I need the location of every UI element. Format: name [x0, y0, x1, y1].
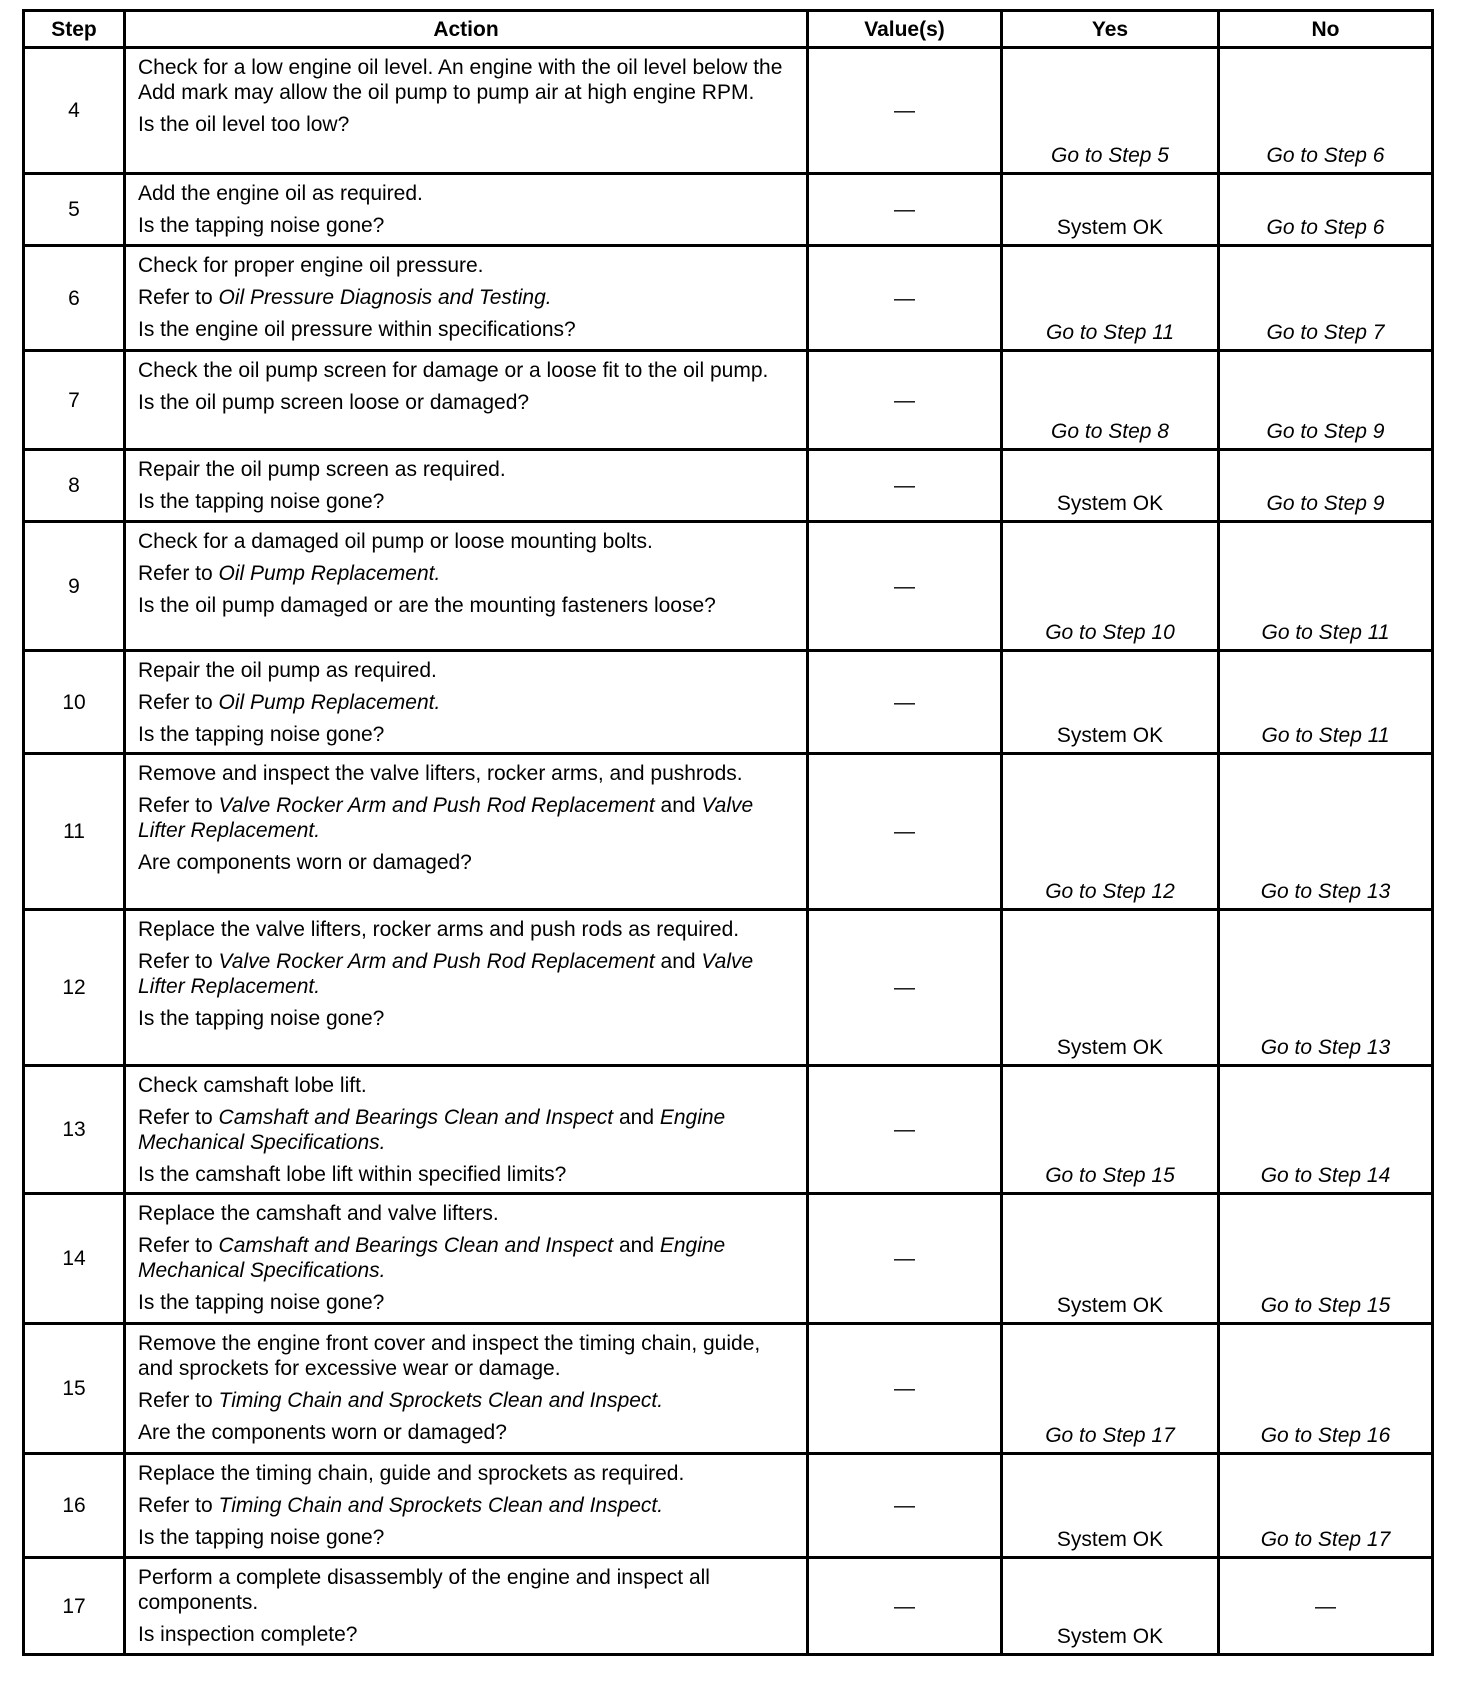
reference-link-text: Oil Pump Replacement.	[218, 562, 441, 585]
table-row	[24, 246, 1433, 351]
table-row	[24, 522, 1433, 651]
action-cell	[125, 246, 808, 351]
action-text: Is the tapping noise gone?	[138, 723, 385, 746]
step-number: 16	[24, 1454, 125, 1558]
action-paragraph	[138, 1162, 798, 1187]
header-no: No	[1219, 11, 1433, 48]
action-cell	[125, 1558, 808, 1655]
action-text: Is the tapping noise gone?	[138, 1291, 385, 1314]
value-cell: —	[808, 246, 1002, 351]
action-paragraph	[138, 722, 798, 747]
action-text: Refer to	[138, 1234, 219, 1257]
no-result: Go to Step 6	[1219, 48, 1433, 174]
diagnostic-table	[22, 9, 1434, 1656]
action-paragraph	[138, 761, 798, 786]
no-result: Go to Step 9	[1219, 351, 1433, 450]
action-paragraph	[138, 1493, 798, 1518]
action-text: Check camshaft lobe lift.	[138, 1074, 367, 1097]
step-number: 15	[24, 1324, 125, 1454]
action-text: Refer to	[138, 1389, 219, 1412]
action-text: Are components worn or damaged?	[138, 851, 472, 874]
step-number: 5	[24, 174, 125, 246]
action-paragraph	[138, 658, 798, 683]
reference-link-text: Timing Chain and Sprockets Clean and Inspect.	[218, 1494, 664, 1517]
action-text: Refer to	[138, 1494, 219, 1517]
action-paragraph	[138, 1622, 798, 1647]
action-text: Is the tapping noise gone?	[138, 490, 385, 513]
action-paragraph	[138, 1331, 798, 1381]
action-cell	[125, 651, 808, 754]
reference-link-text: Oil Pump Replacement.	[218, 691, 441, 714]
table-row	[24, 1066, 1433, 1194]
header-action: Action	[125, 11, 808, 48]
value-cell: —	[808, 1066, 1002, 1194]
action-paragraph	[138, 317, 798, 342]
action-paragraph	[138, 213, 798, 238]
action-text: Refer to	[138, 691, 219, 714]
reference-link-text: Oil Pressure Diagnosis and Testing.	[218, 286, 552, 309]
action-paragraph	[138, 181, 798, 206]
action-paragraph	[138, 917, 798, 942]
no-result: Go to Step 17	[1219, 1454, 1433, 1558]
no-result: Go to Step 16	[1219, 1324, 1433, 1454]
action-paragraph	[138, 1233, 798, 1283]
action-text: and	[654, 794, 702, 817]
action-text: Repair the oil pump screen as required.	[138, 458, 506, 481]
action-paragraph	[138, 489, 798, 514]
action-cell	[125, 1066, 808, 1194]
action-text: Repair the oil pump as required.	[138, 659, 437, 682]
action-text: Check for a damaged oil pump or loose mounting bolts.	[138, 530, 653, 553]
no-result: —	[1219, 1558, 1433, 1655]
no-result: Go to Step 14	[1219, 1066, 1433, 1194]
action-cell	[125, 522, 808, 651]
value-cell: —	[808, 48, 1002, 174]
no-result: Go to Step 13	[1219, 910, 1433, 1066]
table-row	[24, 910, 1433, 1066]
reference-link-text: Engine Mechanical Specifications.	[138, 1234, 726, 1282]
table-body	[24, 48, 1433, 1655]
action-text: Is the oil pump screen loose or damaged?	[138, 391, 530, 414]
action-paragraph	[138, 1105, 798, 1155]
yes-result: System OK	[1002, 910, 1219, 1066]
table-row	[24, 1454, 1433, 1558]
action-text: Check the oil pump screen for damage or a loose fit to the oil pump.	[138, 359, 769, 382]
step-number: 4	[24, 48, 125, 174]
action-paragraph	[138, 457, 798, 482]
reference-link-text: Valve Rocker Arm and Push Rod Replacement	[218, 950, 655, 973]
step-number: 7	[24, 351, 125, 450]
action-paragraph	[138, 253, 798, 278]
action-paragraph	[138, 112, 798, 137]
action-paragraph	[138, 1073, 798, 1098]
action-paragraph	[138, 358, 798, 383]
action-cell	[125, 174, 808, 246]
table-row	[24, 1194, 1433, 1324]
action-text: Remove the engine front cover and inspect the timing chain, guide, and sprockets for excessive wear or damage.	[138, 1332, 761, 1380]
yes-result: Go to Step 11	[1002, 246, 1219, 351]
action-text: Perform a complete disassembly of the engine and inspect all components.	[138, 1566, 710, 1614]
yes-result: Go to Step 17	[1002, 1324, 1219, 1454]
action-text: Replace the valve lifters, rocker arms and push rods as required.	[138, 918, 740, 941]
header-row	[24, 11, 1433, 48]
action-text: Refer to	[138, 794, 219, 817]
yes-result: System OK	[1002, 651, 1219, 754]
action-cell	[125, 1454, 808, 1558]
table-row	[24, 450, 1433, 522]
table-row	[24, 651, 1433, 754]
action-text: Refer to	[138, 950, 219, 973]
no-result: Go to Step 6	[1219, 174, 1433, 246]
action-text: Is the oil pump damaged or are the mounting fasteners loose?	[138, 594, 716, 617]
yes-result: System OK	[1002, 1558, 1219, 1655]
table-row	[24, 1324, 1433, 1454]
action-cell	[125, 910, 808, 1066]
action-text: Are the components worn or damaged?	[138, 1421, 507, 1444]
reference-link-text: Valve Lifter Replacement.	[138, 794, 754, 842]
table-row	[24, 174, 1433, 246]
table-row	[24, 1558, 1433, 1655]
action-paragraph	[138, 1006, 798, 1031]
reference-link-text: Timing Chain and Sprockets Clean and Inspect.	[218, 1389, 664, 1412]
action-paragraph	[138, 1525, 798, 1550]
action-paragraph	[138, 1290, 798, 1315]
step-number: 14	[24, 1194, 125, 1324]
value-cell: —	[808, 1454, 1002, 1558]
table-row	[24, 351, 1433, 450]
step-number: 12	[24, 910, 125, 1066]
value-cell: —	[808, 351, 1002, 450]
action-text: Refer to	[138, 286, 219, 309]
table-row	[24, 754, 1433, 910]
action-text: and	[613, 1106, 660, 1129]
no-result: Go to Step 9	[1219, 450, 1433, 522]
no-result: Go to Step 13	[1219, 754, 1433, 910]
yes-result: Go to Step 10	[1002, 522, 1219, 651]
action-paragraph	[138, 1565, 798, 1615]
action-paragraph	[138, 529, 798, 554]
action-text: and	[613, 1234, 660, 1257]
no-result: Go to Step 11	[1219, 651, 1433, 754]
action-paragraph	[138, 949, 798, 999]
header-values: Value(s)	[808, 11, 1002, 48]
step-number: 9	[24, 522, 125, 651]
action-text: Is the oil level too low?	[138, 113, 350, 136]
action-text: Refer to	[138, 562, 219, 585]
yes-result: System OK	[1002, 174, 1219, 246]
action-text: and	[654, 950, 702, 973]
action-cell	[125, 1194, 808, 1324]
action-paragraph	[138, 850, 798, 875]
action-cell	[125, 754, 808, 910]
action-paragraph	[138, 793, 798, 843]
action-text: Add the engine oil as required.	[138, 182, 423, 205]
reference-link-text: Camshaft and Bearings Clean and Inspect	[218, 1234, 614, 1257]
table-row	[24, 48, 1433, 174]
action-text: Is the engine oil pressure within specifications?	[138, 318, 576, 341]
step-number: 13	[24, 1066, 125, 1194]
action-text: Refer to	[138, 1106, 219, 1129]
action-text: Check for proper engine oil pressure.	[138, 254, 484, 277]
reference-link-text: Camshaft and Bearings Clean and Inspect	[218, 1106, 614, 1129]
reference-link-text: Valve Rocker Arm and Push Rod Replacement	[218, 794, 655, 817]
yes-result: System OK	[1002, 1454, 1219, 1558]
yes-result: System OK	[1002, 450, 1219, 522]
action-text: Is the tapping noise gone?	[138, 1007, 385, 1030]
action-cell	[125, 1324, 808, 1454]
reference-link-text: Valve Lifter Replacement.	[138, 950, 754, 998]
action-paragraph	[138, 390, 798, 415]
action-paragraph	[138, 1461, 798, 1486]
action-paragraph	[138, 690, 798, 715]
value-cell: —	[808, 450, 1002, 522]
value-cell: —	[808, 910, 1002, 1066]
yes-result: Go to Step 15	[1002, 1066, 1219, 1194]
action-text: Check for a low engine oil level. An engine with the oil level below the Add mark may allow the oil pump to pump air at high engine RPM.	[138, 56, 783, 104]
yes-result: Go to Step 12	[1002, 754, 1219, 910]
step-number: 10	[24, 651, 125, 754]
action-cell	[125, 351, 808, 450]
action-text: Replace the timing chain, guide and sprockets as required.	[138, 1462, 685, 1485]
action-text: Is the tapping noise gone?	[138, 214, 385, 237]
action-paragraph	[138, 1420, 798, 1445]
action-text: Is the camshaft lobe lift within specified limits?	[138, 1163, 567, 1186]
value-cell: —	[808, 651, 1002, 754]
action-cell	[125, 450, 808, 522]
yes-result: Go to Step 5	[1002, 48, 1219, 174]
action-cell	[125, 48, 808, 174]
value-cell: —	[808, 174, 1002, 246]
action-paragraph	[138, 55, 798, 105]
header-yes: Yes	[1002, 11, 1219, 48]
action-paragraph	[138, 561, 798, 586]
value-cell: —	[808, 522, 1002, 651]
value-cell: —	[808, 1558, 1002, 1655]
header-step: Step	[24, 11, 125, 48]
action-text: Is the tapping noise gone?	[138, 1526, 385, 1549]
step-number: 17	[24, 1558, 125, 1655]
no-result: Go to Step 15	[1219, 1194, 1433, 1324]
no-result: Go to Step 11	[1219, 522, 1433, 651]
action-paragraph	[138, 285, 798, 310]
step-number: 6	[24, 246, 125, 351]
value-cell: —	[808, 1194, 1002, 1324]
reference-link-text: Engine Mechanical Specifications.	[138, 1106, 726, 1154]
action-text: Replace the camshaft and valve lifters.	[138, 1202, 499, 1225]
no-result: Go to Step 7	[1219, 246, 1433, 351]
value-cell: —	[808, 754, 1002, 910]
step-number: 11	[24, 754, 125, 910]
action-paragraph	[138, 1388, 798, 1413]
yes-result: System OK	[1002, 1194, 1219, 1324]
action-text: Remove and inspect the valve lifters, rocker arms, and pushrods.	[138, 762, 743, 785]
action-text: Is inspection complete?	[138, 1623, 358, 1646]
value-cell: —	[808, 1324, 1002, 1454]
step-number: 8	[24, 450, 125, 522]
yes-result: Go to Step 8	[1002, 351, 1219, 450]
action-paragraph	[138, 1201, 798, 1226]
action-paragraph	[138, 593, 798, 618]
